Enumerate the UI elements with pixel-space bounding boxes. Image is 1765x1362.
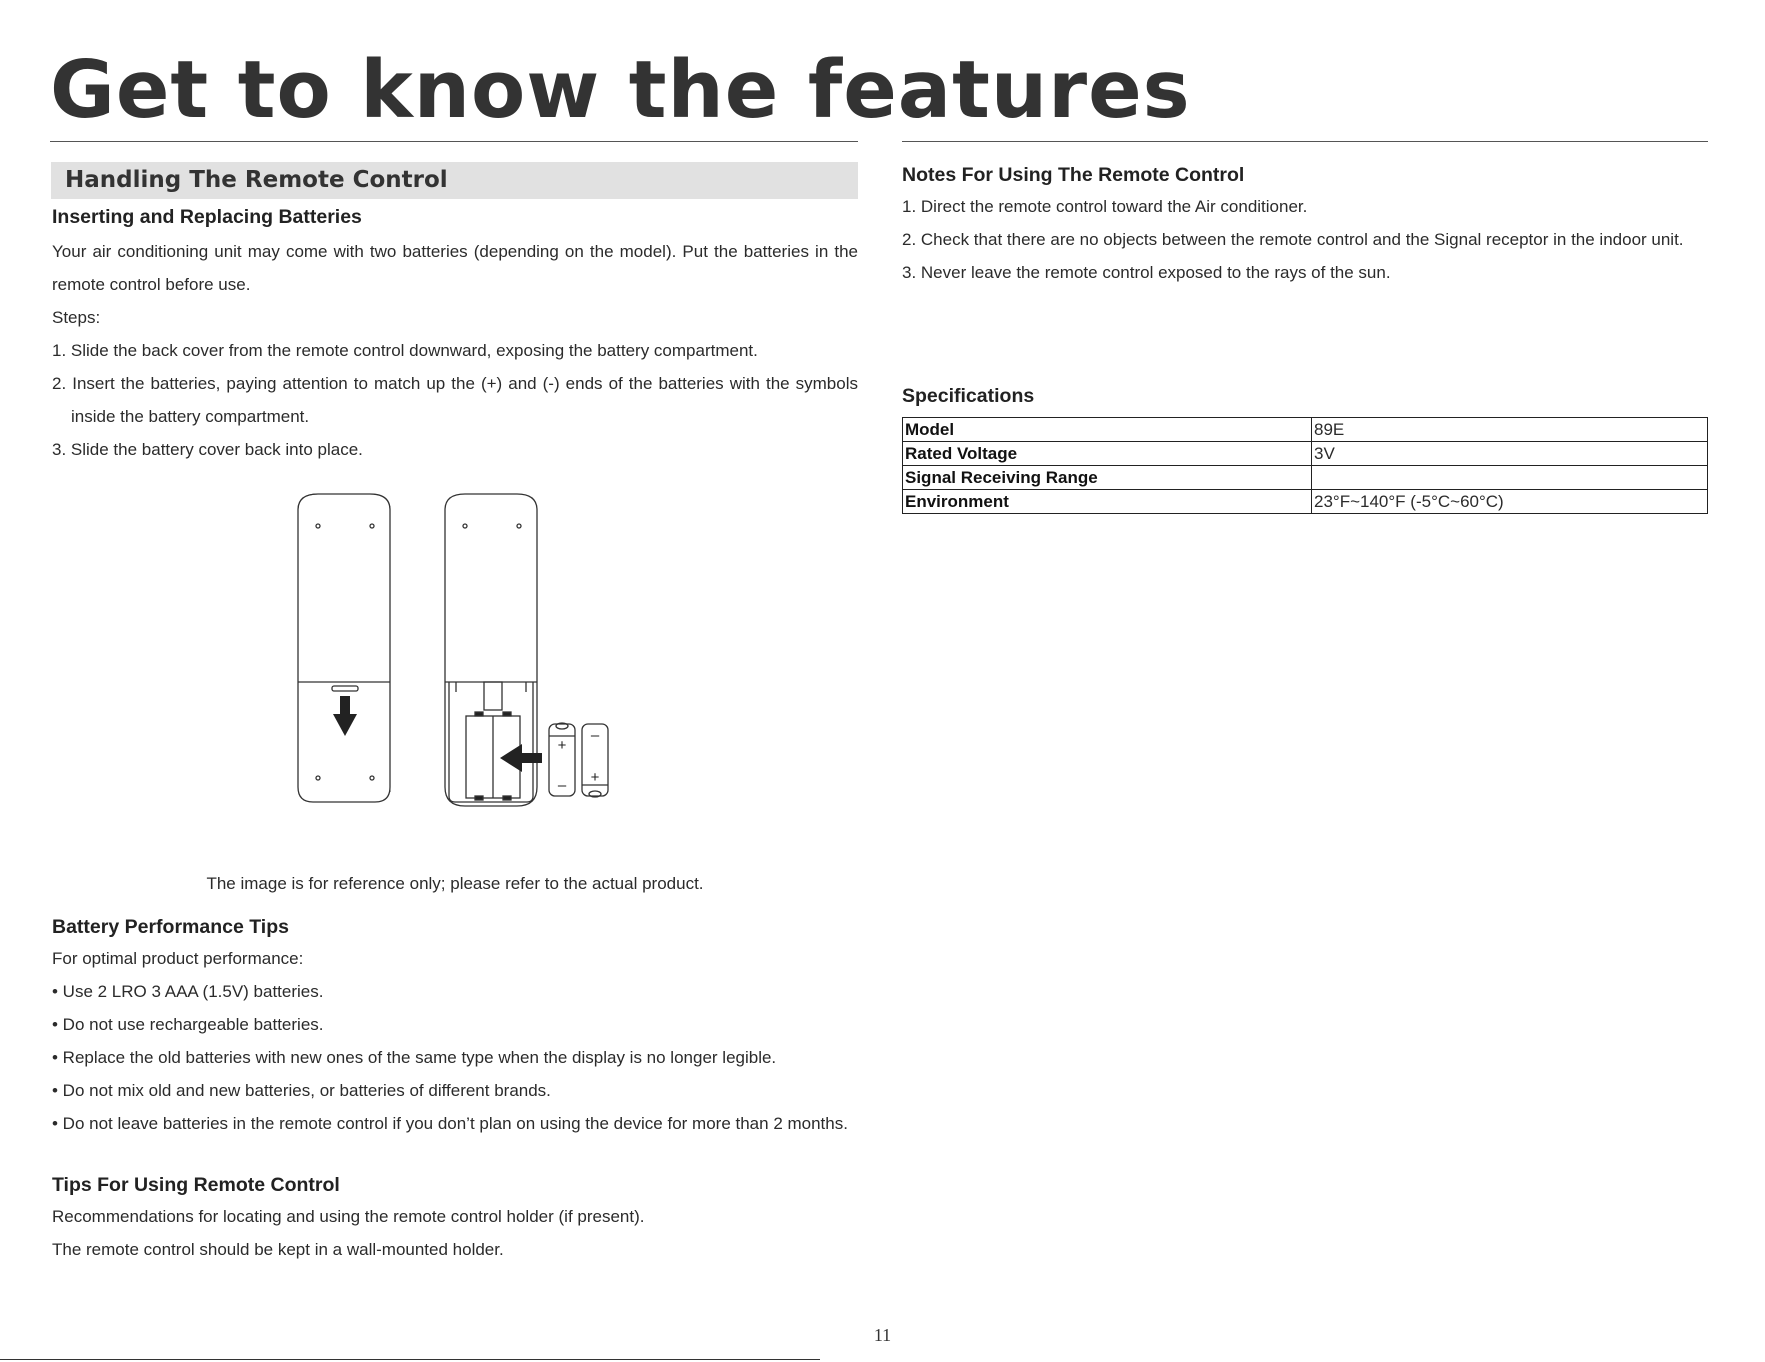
tip-item: • Do not leave batteries in the remote control if you don’t plan on using the device for more than 2 months. [52, 1114, 848, 1133]
battery-plus-label: + [557, 737, 567, 754]
step-1: 1. Slide the back cover from the remote control downward, exposing the battery compartment. [52, 341, 758, 360]
tip-item: • Do not use rechargeable batteries. [52, 1015, 324, 1034]
specs-table [902, 417, 1708, 514]
remote-battery-figure [52, 482, 858, 862]
spec-label: Model [903, 418, 1312, 442]
table-row [903, 490, 1708, 514]
spec-value: 23°F~140°F (-5°C~60°C) [1312, 490, 1708, 514]
footer-rule [0, 1359, 820, 1360]
figure-caption: The image is for reference only; please refer to the actual product. [206, 874, 704, 893]
batteries-heading: Inserting and Replacing Batteries [52, 206, 362, 228]
note-item: 1. Direct the remote control toward the Air conditioner. [902, 197, 1308, 216]
page-number: 11 [873, 1325, 892, 1345]
spec-value [1312, 466, 1708, 490]
right-column [902, 160, 1708, 514]
tip-item: • Use 2 LRO 3 AAA (1.5V) batteries. [52, 982, 324, 1001]
left-column [52, 162, 858, 1266]
specs-heading: Specifications [902, 385, 1035, 407]
step-3: 3. Slide the battery cover back into place. [52, 440, 363, 459]
page-title: Get to know the features [50, 44, 1191, 136]
spec-value: 3V [1312, 442, 1708, 466]
tips-using-heading: Tips For Using Remote Control [52, 1174, 340, 1196]
spec-label: Signal Receiving Range [903, 466, 1312, 490]
tip-item: • Do not mix old and new batteries, or batteries of different brands. [52, 1081, 551, 1100]
left-title-rule [50, 141, 858, 142]
tips-using-line: Recommendations for locating and using the remote control holder (if present). [52, 1207, 645, 1226]
remote-illustration [52, 482, 858, 862]
table-row [903, 418, 1708, 442]
spec-value: 89E [1312, 418, 1708, 442]
down-arrow-icon [333, 696, 357, 736]
steps-label: Steps: [52, 308, 101, 327]
battery-minus-label: – [590, 727, 600, 744]
remote-back-cover [298, 494, 390, 802]
spec-label: Environment [903, 490, 1312, 514]
spec-label: Rated Voltage [903, 442, 1312, 466]
right-title-rule [902, 141, 1708, 142]
performance-intro: For optimal product performance: [52, 949, 304, 968]
table-row [903, 442, 1708, 466]
section-banner: Handling The Remote Control [51, 162, 858, 199]
step-2: 2. Insert the batteries, paying attention to match up the (+) and (-) ends of the batteries with the symbols inside the battery compartment. [52, 374, 858, 426]
battery-minus-label: – [557, 777, 567, 794]
performance-heading: Battery Performance Tips [52, 916, 289, 938]
tips-using-line: The remote control should be kept in a wall-mounted holder. [52, 1240, 504, 1259]
note-item: 2. Check that there are no objects between the remote control and the Signal receptor in the indoor unit. [902, 230, 1684, 249]
note-item: 3. Never leave the remote control exposed to the rays of the sun. [902, 263, 1391, 282]
table-row [903, 466, 1708, 490]
batteries-intro: Your air conditioning unit may come with two batteries (depending on the model). Put the batteries in the remote control before use. [52, 242, 858, 294]
tip-item: • Replace the old batteries with new ones of the same type when the display is no longer legible. [52, 1048, 777, 1067]
notes-heading: Notes For Using The Remote Control [902, 164, 1245, 186]
left-arrow-icon [500, 744, 542, 772]
battery-plus-label: + [590, 769, 600, 786]
